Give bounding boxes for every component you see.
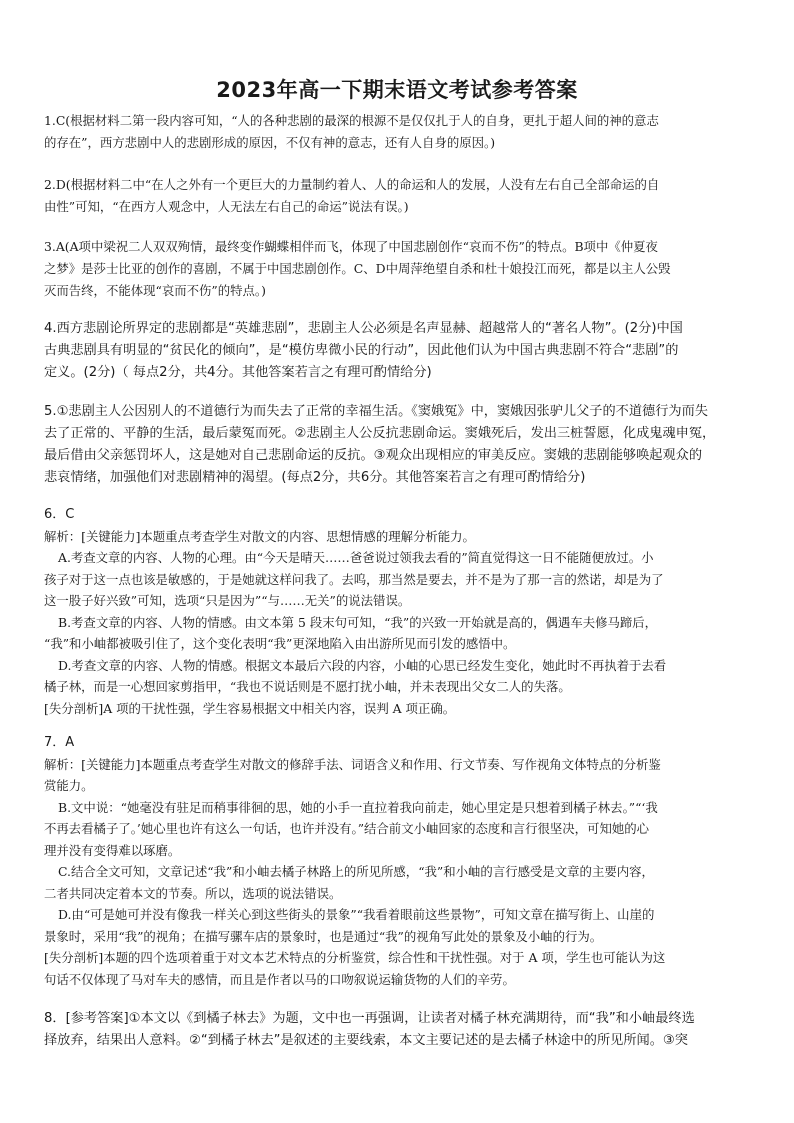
- answer-6-number: 6．C: [44, 507, 75, 522]
- answer-5-line: 去了正常的、平静的生活，最后蒙冤而死。②悲剧主人公反抗悲剧命运。窦娥死后，发出三桩誓愿，化成鬼魂申冤，: [44, 426, 716, 441]
- answer-7-number: 7．A: [44, 735, 75, 750]
- answer-8: [44, 1008, 752, 1052]
- answer-7-line: [失分剖析]本题的四个选项着重于对文本艺术特点的分析鉴赏，综合性和干扰性强。对于 A 项，学生也可能认为这: [44, 950, 666, 965]
- answer-6-line: 这一股子好兴致”可知，选项“只是因为”“与……无关”的说法错误。: [44, 593, 411, 608]
- answer-5: [44, 401, 752, 489]
- answer-2-line: 2.D(根据材料二中“在人之外有一个更巨大的力量制约着人、人的命运和人的发展，人没有左右自己全部命运的自: [44, 177, 660, 192]
- answer-8-line: 8．[参考答案]①本文以《到橘子林去》为题，文中也一再强调，让读者对橘子林充满期待，而“我”和小岫最终选: [44, 1011, 695, 1026]
- answer-3-line: 灭而告终，不能体现“哀而不伤”的特点。): [44, 283, 266, 298]
- answer-3: [44, 236, 752, 302]
- answer-6-line: D.考查文章的内容、人物的情感。根据文本最后六段的内容，小岫的心思已经发生变化，她此时不再执着于去看: [58, 657, 667, 673]
- answer-8-line: 择放弃，结果出人意料。②“到橘子林去”是叙述的主要线索，本文主要记述的是去橘子林途中的所见所闻。③突: [44, 1033, 688, 1048]
- answer-7-line: 二者共同决定着本文的节奏。所以，选项的说法错误。: [44, 885, 342, 901]
- answer-6-line: “我”和小岫都被吸引住了，这个变化表明“我”更深地陷入由出游所见而引发的感悟中。: [44, 636, 516, 651]
- answer-4: [44, 318, 752, 384]
- answer-1-line: 的存在”，西方悲剧中人的悲剧形成的原因，不仅有神的意志，还有人自身的原因。): [44, 135, 496, 150]
- answer-6-line: [失分剖析]A 项的干扰性强，学生容易根据文中相关内容，误判 A 项正确。: [44, 700, 456, 716]
- page-title: 2023年高一下期末语文考试参考答案: [216, 78, 578, 102]
- answer-6-line: 橘子林，而是一心想回家剪指甲，“我也不说话则是不愿打扰小岫，并未表现出父女二人的失落。: [44, 679, 571, 694]
- answer-7-line: 赏能力。: [44, 778, 94, 793]
- answer-7-line: C.结合全文可知，文章记述“我”和小岫去橘子林路上的所见所感，“我”和小岫的言行感受是文章的主要内容，: [58, 864, 654, 879]
- answer-4-line: 古典悲剧具有明显的“贫民化的倾向”，是“模仿卑微小民的行动”，因此他们认为中国古典悲剧不符合“悲剧”的: [44, 343, 679, 358]
- answer-7: [44, 732, 752, 990]
- answer-6: [44, 504, 752, 719]
- answer-7-line: B.文中说：“她毫没有驻足而稍事徘徊的思，她的小手一直拉着我向前走，她心里定是只想着到橘子林去。”“‘我: [58, 799, 658, 815]
- answer-4-line: 定义。(2分)（ 每点2分，共4分。其他答案若言之有理可酌情给分): [44, 365, 432, 380]
- answer-7-line: 不再去看橘子了。’她心里也许有这么一句话，也许并没有。”结合前文小岫回家的态度和言行很坚决，可知她的心: [44, 821, 650, 836]
- answer-2-line: 由性”可知，“在西方人观念中，人无法左右自己的命运”说法有误。): [44, 199, 409, 214]
- answer-1: [44, 110, 752, 154]
- answer-3-line: 3.A(A项中梁祝二人双双殉情，最终变作蝴蝶相伴而飞，体现了中国悲剧创作“哀而不伤”的特点。B项中《仲夏夜: [44, 239, 658, 254]
- answer-7-line: 景象时，采用“我”的视角；在描写骡车店的景象时，也是通过“我”的视角写此处的景象及小岫的行为。: [44, 928, 603, 944]
- answer-6-line: 解析：[关键能力]本题重点考查学生对散文的内容、思想情感的理解分析能力。: [44, 528, 475, 544]
- answer-7-line: 解析：[关键能力]本题重点考查学生对散文的修辞手法、词语含义和作用、行文节奏、写作视角文体特点的分析鉴: [44, 756, 661, 772]
- answer-5-line: 悲哀情绪，加强他们对悲剧精神的渴望。(每点2分，共6分。其他答案若言之有理可酌情给分): [44, 470, 586, 485]
- answer-2: [44, 174, 752, 218]
- answer-7-line: D.由“可是她可并没有像我一样关心到这些街头的景象”“我看着眼前这些景物”，可知文章在描写街上、山崖的: [58, 907, 655, 922]
- answer-7-line: 句话不仅体现了马对车夫的感情，而且是作者以马的口吻叙说运输货物的人们的辛劳。: [44, 971, 515, 987]
- answer-6-line: A.考查文章的内容、人物的心理。由“今天是晴天……爸爸说过领我去看的”简直觉得这一日不能随便放过。小: [58, 550, 654, 565]
- answer-6-line: 孩子对于这一点也该是敏感的，于是她就这样问我了。去呜，那当然是要去，并不是为了那一言的然诺，却是为了: [44, 571, 664, 587]
- answer-6-line: B.考查文章的内容、人物的情感。由文本第 5 段末句可知，“我”的兴致一开始就是高的，偶遇车夫修马蹄后，: [58, 614, 658, 630]
- answer-1-line: 1.C(根据材料二第一段内容可知，“人的各种悲剧的最深的根源不是仅仅扎于人的自身，更扎于超人间的神的意志: [44, 113, 659, 128]
- answer-4-line: 4.西方悲剧论所界定的悲剧都是“英雄悲剧”，悲剧主人公必须是名声显赫、超越常人的“著名人物”。(2分)中国: [44, 321, 683, 336]
- answer-5-line: 5.①悲剧主人公因别人的不道德行为而失去了正常的幸福生活。《窦娥冤》中，窦娥因张驴儿父子的不道德行为而失: [44, 404, 708, 419]
- answer-7-line: 理并没有变得难以琢磨。: [44, 842, 181, 858]
- answer-5-line: 最后借由父亲惩罚坏人，这是她对自己悲剧命运的反抗。③观众出现相应的审美反应。窦娥的悲剧能够唤起观众的: [44, 448, 703, 463]
- answer-3-line: 之梦》是莎士比亚的创作的喜剧，不属于中国悲剧创作。C、D中周萍绝望自杀和杜十娘投江而死，都是以主人公毁: [44, 261, 671, 276]
